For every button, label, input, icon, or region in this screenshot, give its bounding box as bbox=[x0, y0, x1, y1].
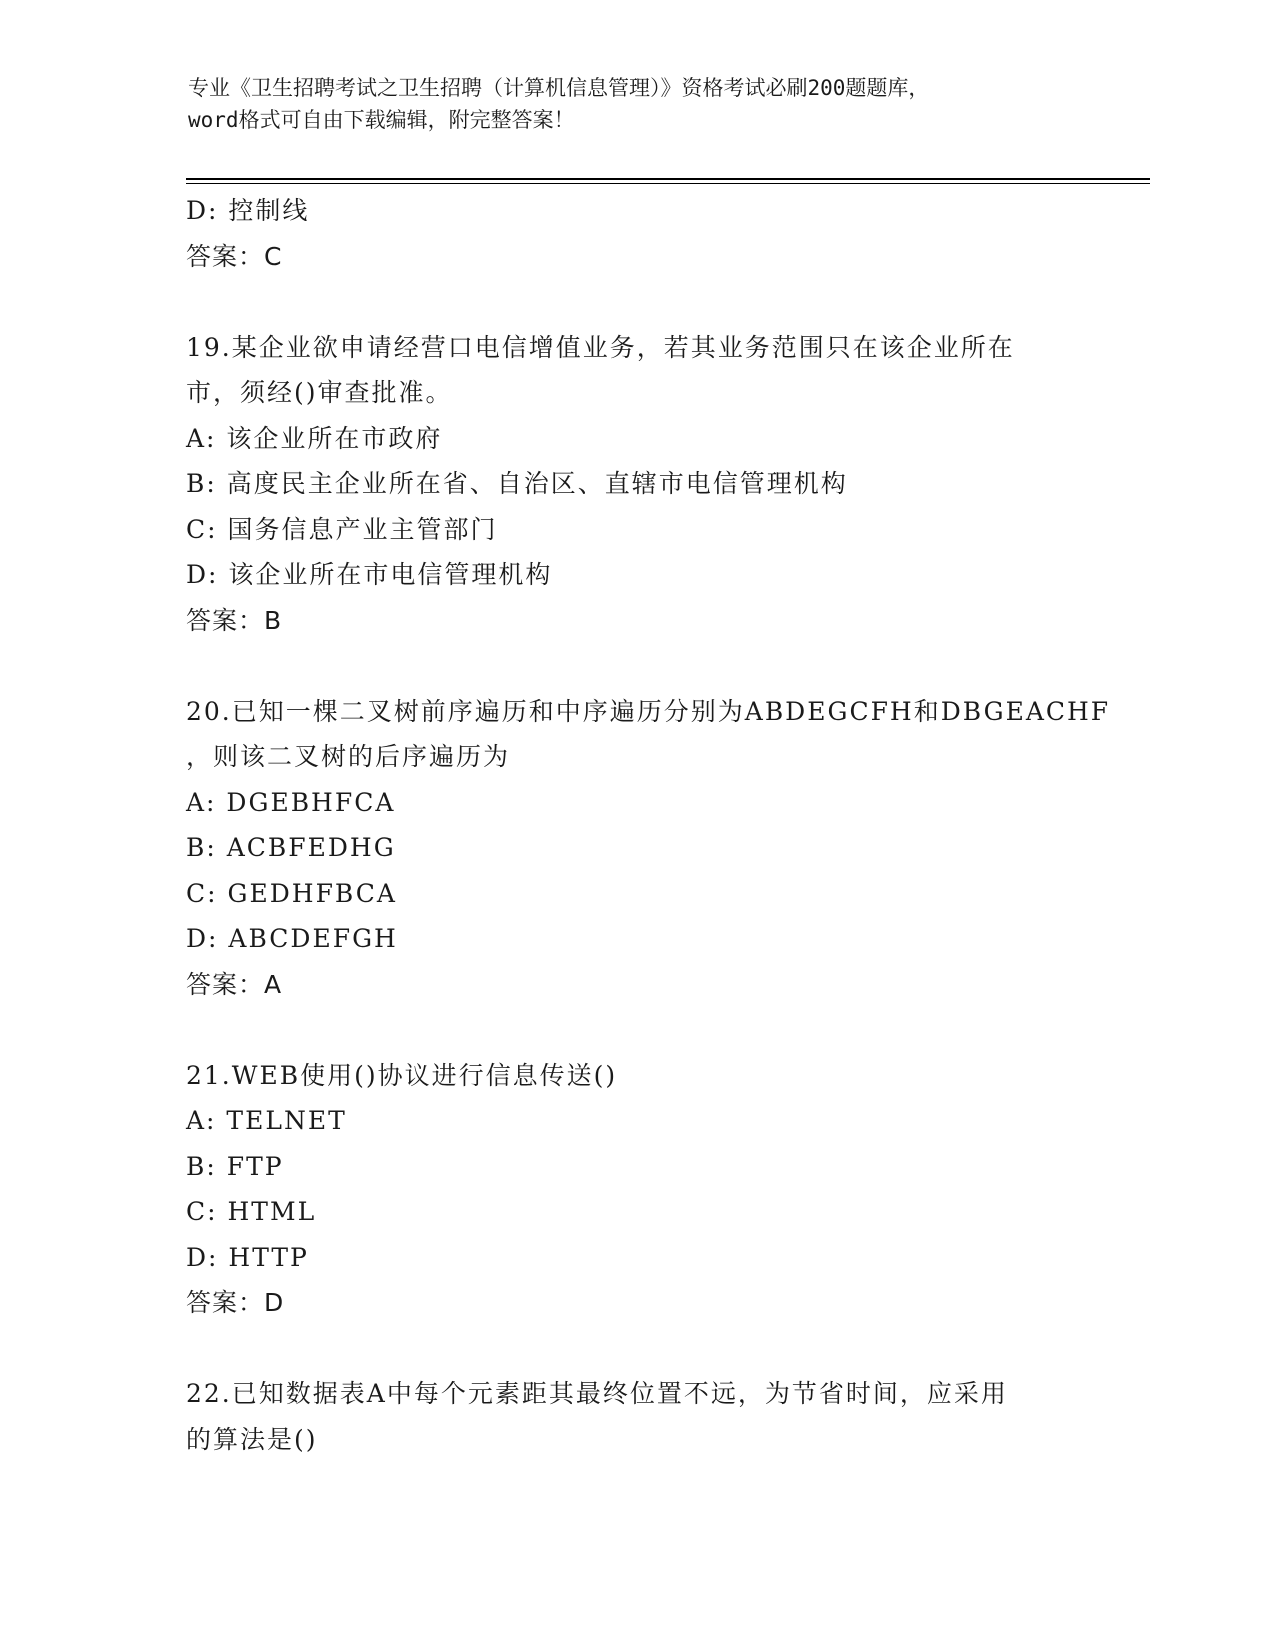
spacer bbox=[186, 279, 1106, 325]
question-20 bbox=[186, 689, 1111, 1008]
option-c: C: 国务信息产业主管部门 bbox=[186, 514, 498, 544]
question-21 bbox=[186, 1053, 1106, 1326]
option-d: D: HTTP bbox=[186, 1242, 309, 1272]
page-header bbox=[188, 72, 1088, 136]
option-b: B: ACBFEDHG bbox=[186, 833, 396, 862]
question-22 bbox=[186, 1371, 1106, 1462]
option-b: B: 高度民主企业所在省、自治区、直辖市电信管理机构 bbox=[186, 469, 848, 498]
previous-question-tail bbox=[186, 188, 1106, 279]
option-c: C: GEDHFBCA bbox=[186, 878, 397, 908]
header-divider-thin bbox=[186, 183, 1150, 184]
question-19 bbox=[186, 325, 1106, 644]
option-b: B: FTP bbox=[186, 1151, 284, 1181]
answer-line: 答案：C bbox=[186, 241, 283, 271]
option-a: A: DGEBHFCA bbox=[186, 787, 396, 817]
answer-line: 答案：D bbox=[186, 1288, 285, 1317]
spacer bbox=[186, 643, 1106, 689]
question-stem: 21.WEB使用()协议进行信息传送() bbox=[186, 1060, 618, 1090]
question-stem: 市，须经()审查批准。 bbox=[186, 378, 453, 407]
question-stem: 20.已知一棵二叉树前序遍历和中序遍历分别为ABDEGCFH和DBGEACHF bbox=[186, 696, 1111, 726]
document-body bbox=[186, 188, 1111, 1462]
question-stem: ，则该二叉树的后序遍历为 bbox=[186, 742, 511, 771]
option-c: C: HTML bbox=[186, 1197, 317, 1226]
spacer bbox=[186, 1007, 1106, 1053]
answer-line: 答案：A bbox=[186, 969, 283, 999]
question-stem: 22.已知数据表A中每个元素距其最终位置不远，为节省时间，应采用 bbox=[186, 1379, 1008, 1408]
option-a: A: TELNET bbox=[186, 1106, 347, 1135]
option-a: A: 该企业所在市政府 bbox=[186, 423, 443, 453]
option-d: D: ABCDEFGH bbox=[186, 924, 398, 953]
header-divider-thick bbox=[186, 178, 1150, 180]
header-line-1: 专业《卫生招聘考试之卫生招聘（计算机信息管理）》资格考试必刷200题题库， bbox=[188, 76, 930, 100]
option-d: D: 该企业所在市电信管理机构 bbox=[186, 560, 553, 589]
answer-line: 答案：B bbox=[186, 605, 283, 635]
option-d: D: 控制线 bbox=[186, 196, 310, 225]
spacer bbox=[186, 1326, 1106, 1372]
question-stem: 的算法是() bbox=[186, 1424, 318, 1454]
header-line-2: word格式可自由下载编辑，附完整答案！ bbox=[188, 108, 575, 132]
question-stem: 19.某企业欲申请经营口电信增值业务，若其业务范围只在该企业所在 bbox=[186, 332, 1015, 362]
